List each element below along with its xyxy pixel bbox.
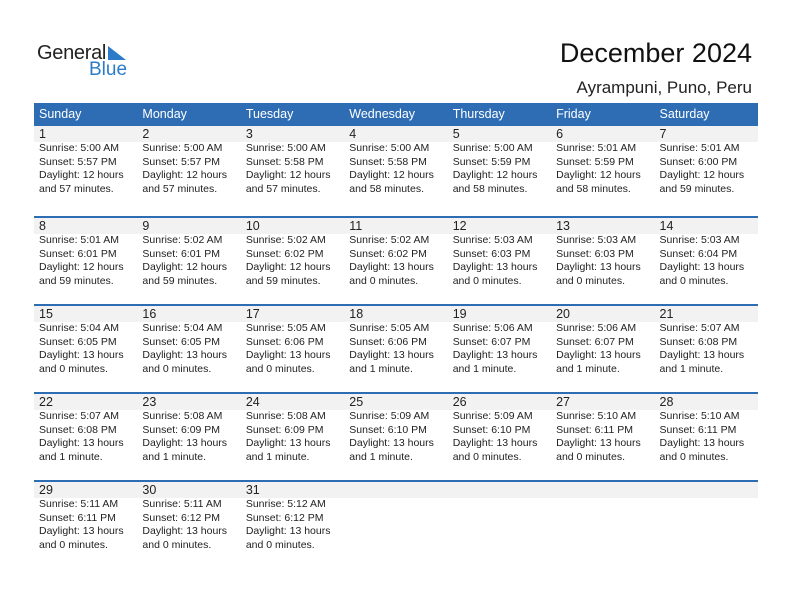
day-number [448, 482, 551, 498]
logo-text-blue: Blue [89, 59, 128, 80]
day-cell [344, 322, 447, 376]
day-info-row [34, 234, 758, 288]
calendar-week-row [34, 392, 758, 480]
sunrise-time: Sunrise: 5:04 AM [39, 322, 119, 334]
sunset-time: Sunset: 5:58 PM [245, 155, 324, 168]
daylight-duration: Daylight: 13 hours [349, 437, 434, 450]
daylight-duration: and 0 minutes. [39, 362, 108, 375]
sunrise-time: Sunrise: 5:00 AM [349, 142, 430, 154]
date-number-row [34, 394, 758, 410]
day-number: 14 [659, 219, 674, 233]
sunset-time: Sunset: 6:05 PM [39, 335, 117, 348]
sunset-time: Sunset: 6:03 PM [452, 247, 531, 260]
sunrise-time: Sunrise: 5:06 AM [452, 322, 533, 334]
sunset-time: Sunset: 6:10 PM [349, 423, 427, 436]
day-number: 13 [556, 219, 571, 233]
daylight-duration: and 57 minutes. [142, 182, 218, 195]
day-cell [34, 322, 137, 376]
day-cell [551, 322, 654, 376]
daylight-duration: Daylight: 13 hours [556, 261, 641, 274]
logo-triangle-icon [108, 46, 126, 60]
sunset-time: Sunset: 6:12 PM [245, 511, 324, 524]
day-number: 26 [452, 395, 467, 409]
day-cell [551, 142, 654, 196]
day-cell [448, 234, 551, 288]
sunrise-time: Sunrise: 5:07 AM [659, 322, 740, 334]
sunset-time: Sunset: 5:58 PM [349, 155, 427, 168]
sunset-time: Sunset: 6:00 PM [659, 155, 738, 168]
daylight-duration: Daylight: 13 hours [452, 349, 538, 362]
day-cell [551, 410, 654, 464]
day-cell [551, 498, 654, 552]
sunrise-time: Sunrise: 5:03 AM [659, 234, 740, 246]
daylight-duration: and 0 minutes. [245, 362, 315, 375]
day-cell [137, 410, 240, 464]
day-cell [137, 322, 240, 376]
day-cell [241, 498, 344, 552]
weekday-header-row [34, 103, 758, 126]
sunrise-time: Sunrise: 5:09 AM [349, 410, 430, 422]
day-number: 1 [39, 127, 46, 141]
daylight-duration: and 0 minutes. [659, 450, 729, 463]
day-number: 2 [142, 127, 150, 141]
day-cell [241, 322, 344, 376]
daylight-duration: and 0 minutes. [245, 538, 315, 551]
sunrise-time: Sunrise: 5:09 AM [452, 410, 533, 422]
day-number: 10 [245, 219, 260, 233]
calendar-week-row [34, 480, 758, 568]
daylight-duration: and 1 minute. [349, 362, 413, 375]
day-number: 27 [556, 395, 571, 409]
date-number-row [34, 306, 758, 322]
day-number: 21 [659, 307, 674, 321]
sunrise-time: Sunrise: 5:11 AM [39, 498, 119, 510]
daylight-duration: and 1 minute. [39, 450, 103, 463]
day-number: 24 [245, 395, 260, 409]
day-cell [655, 410, 758, 464]
daylight-duration: Daylight: 12 hours [245, 261, 331, 274]
sunrise-time: Sunrise: 5:07 AM [39, 410, 119, 422]
day-number: 7 [659, 127, 667, 141]
date-number-row [34, 482, 758, 498]
daylight-duration: Daylight: 13 hours [659, 261, 745, 274]
day-cell [344, 234, 447, 288]
sunrise-time: Sunrise: 5:02 AM [142, 234, 223, 246]
daylight-duration: Daylight: 13 hours [452, 261, 538, 274]
daylight-duration: and 57 minutes. [39, 182, 114, 195]
daylight-duration: and 0 minutes. [142, 538, 212, 551]
day-cell [137, 142, 240, 196]
day-number: 22 [39, 395, 53, 409]
day-number: 23 [142, 395, 157, 409]
daylight-duration: Daylight: 12 hours [659, 169, 745, 182]
day-cell [241, 142, 344, 196]
sunrise-time: Sunrise: 5:08 AM [245, 410, 326, 422]
day-cell [448, 498, 551, 552]
daylight-duration: Daylight: 13 hours [245, 525, 331, 538]
sunset-time: Sunset: 6:07 PM [556, 335, 634, 348]
sunrise-time: Sunrise: 5:00 AM [142, 142, 223, 154]
daylight-duration: Daylight: 12 hours [452, 169, 538, 182]
day-info-row [34, 322, 758, 376]
daylight-duration: Daylight: 13 hours [142, 525, 228, 538]
weekday-monday: Monday [142, 107, 187, 121]
sunset-time: Sunset: 6:02 PM [349, 247, 427, 260]
calendar-week-row [34, 304, 758, 392]
day-cell [655, 322, 758, 376]
day-number: 18 [349, 307, 364, 321]
daylight-duration: Daylight: 13 hours [39, 437, 124, 450]
daylight-duration: Daylight: 13 hours [142, 349, 228, 362]
sunset-time: Sunset: 5:59 PM [452, 155, 531, 168]
day-cell [448, 410, 551, 464]
sunset-time: Sunset: 6:03 PM [556, 247, 634, 260]
calendar-week-row [34, 216, 758, 304]
sunset-time: Sunset: 5:57 PM [142, 155, 221, 168]
sunrise-time: Sunrise: 5:05 AM [245, 322, 326, 334]
daylight-duration: and 1 minute. [659, 362, 724, 375]
daylight-duration: Daylight: 12 hours [39, 169, 124, 182]
daylight-duration: and 59 minutes. [39, 274, 114, 287]
day-number: 6 [556, 127, 564, 141]
daylight-duration: and 58 minutes. [452, 182, 528, 195]
day-number [344, 482, 447, 498]
daylight-duration: and 0 minutes. [452, 274, 522, 287]
day-number: 11 [349, 219, 363, 233]
sunrise-time: Sunrise: 5:08 AM [142, 410, 223, 422]
location-subtitle: Ayrampuni, Puno, Peru [576, 78, 752, 97]
sunset-time: Sunset: 5:57 PM [39, 155, 117, 168]
calendar-week-row [34, 126, 758, 216]
sunset-time: Sunset: 6:08 PM [39, 423, 117, 436]
daylight-duration: and 0 minutes. [452, 450, 522, 463]
date-number-row [34, 126, 758, 142]
sunrise-time: Sunrise: 5:10 AM [556, 410, 637, 422]
day-cell [34, 498, 137, 552]
daylight-duration: Daylight: 12 hours [142, 261, 228, 274]
weekday-sunday: Sunday [39, 107, 82, 121]
page-title: December 2024 [559, 38, 752, 68]
sunrise-time: Sunrise: 5:12 AM [245, 498, 326, 510]
day-cell [34, 234, 137, 288]
daylight-duration: and 1 minute. [142, 450, 207, 463]
daylight-duration: and 59 minutes. [659, 182, 735, 195]
daylight-duration: and 58 minutes. [556, 182, 631, 195]
weekday-wednesday: Wednesday [349, 107, 416, 121]
sunset-time: Sunset: 6:10 PM [452, 423, 531, 436]
sunset-time: Sunset: 6:12 PM [142, 511, 221, 524]
weekday-friday: Friday [556, 107, 591, 121]
daylight-duration: Daylight: 12 hours [245, 169, 331, 182]
daylight-duration: Daylight: 13 hours [39, 525, 124, 538]
day-number [551, 482, 654, 498]
day-cell [448, 142, 551, 196]
day-number: 9 [142, 219, 150, 233]
calendar-grid [34, 103, 758, 568]
daylight-duration: Daylight: 12 hours [556, 169, 641, 182]
daylight-duration: Daylight: 13 hours [245, 349, 331, 362]
day-cell [344, 498, 447, 552]
sunset-time: Sunset: 6:05 PM [142, 335, 221, 348]
day-number: 5 [452, 127, 460, 141]
day-cell [344, 142, 447, 196]
sunrise-time: Sunrise: 5:10 AM [659, 410, 740, 422]
daylight-duration: and 0 minutes. [556, 274, 625, 287]
daylight-duration: Daylight: 12 hours [142, 169, 228, 182]
generalblue-logo [37, 42, 137, 82]
daylight-duration: and 0 minutes. [659, 274, 729, 287]
day-cell [137, 498, 240, 552]
daylight-duration: and 0 minutes. [142, 362, 212, 375]
sunrise-time: Sunrise: 5:00 AM [452, 142, 533, 154]
daylight-duration: Daylight: 13 hours [659, 437, 745, 450]
daylight-duration: and 1 minute. [349, 450, 413, 463]
daylight-duration: and 1 minute. [452, 362, 517, 375]
daylight-duration: Daylight: 13 hours [452, 437, 538, 450]
sunrise-time: Sunrise: 5:01 AM [659, 142, 740, 154]
day-number: 30 [142, 483, 157, 497]
sunset-time: Sunset: 5:59 PM [556, 155, 634, 168]
sunset-time: Sunset: 6:01 PM [142, 247, 221, 260]
daylight-duration: Daylight: 13 hours [349, 349, 434, 362]
day-cell [34, 410, 137, 464]
sunset-time: Sunset: 6:07 PM [452, 335, 531, 348]
day-cell [655, 498, 758, 552]
sunset-time: Sunset: 6:04 PM [659, 247, 738, 260]
sunrise-time: Sunrise: 5:00 AM [245, 142, 326, 154]
weekday-tuesday: Tuesday [245, 107, 294, 121]
sunrise-time: Sunrise: 5:03 AM [452, 234, 533, 246]
sunset-time: Sunset: 6:11 PM [556, 423, 633, 436]
sunrise-time: Sunrise: 5:11 AM [142, 498, 222, 510]
daylight-duration: Daylight: 13 hours [659, 349, 745, 362]
daylight-duration: and 1 minute. [245, 450, 310, 463]
sunset-time: Sunset: 6:11 PM [39, 511, 116, 524]
day-cell [551, 234, 654, 288]
day-number: 8 [39, 219, 46, 233]
sunset-time: Sunset: 6:09 PM [245, 423, 324, 436]
daylight-duration: and 0 minutes. [39, 538, 108, 551]
sunrise-time: Sunrise: 5:01 AM [39, 234, 119, 246]
day-number: 29 [39, 483, 53, 497]
day-number: 28 [659, 395, 674, 409]
daylight-duration: Daylight: 12 hours [349, 169, 434, 182]
sunset-time: Sunset: 6:08 PM [659, 335, 738, 348]
daylight-duration: and 57 minutes. [245, 182, 321, 195]
daylight-duration: and 58 minutes. [349, 182, 424, 195]
day-number [655, 482, 758, 498]
day-number: 20 [556, 307, 571, 321]
daylight-duration: Daylight: 13 hours [245, 437, 331, 450]
sunset-time: Sunset: 6:01 PM [39, 247, 117, 260]
daylight-duration: Daylight: 13 hours [556, 437, 641, 450]
day-number: 12 [452, 219, 467, 233]
daylight-duration: Daylight: 13 hours [349, 261, 434, 274]
sunset-time: Sunset: 6:11 PM [659, 423, 737, 436]
sunrise-time: Sunrise: 5:02 AM [349, 234, 430, 246]
sunrise-time: Sunrise: 5:02 AM [245, 234, 326, 246]
sunrise-time: Sunrise: 5:04 AM [142, 322, 223, 334]
day-cell [448, 322, 551, 376]
sunrise-time: Sunrise: 5:05 AM [349, 322, 430, 334]
sunset-time: Sunset: 6:02 PM [245, 247, 324, 260]
day-number: 3 [245, 127, 253, 141]
daylight-duration: and 0 minutes. [349, 274, 419, 287]
daylight-duration: and 59 minutes. [142, 274, 218, 287]
day-cell [241, 410, 344, 464]
day-cell [655, 142, 758, 196]
sunrise-time: Sunrise: 5:00 AM [39, 142, 119, 154]
weekday-saturday: Saturday [659, 107, 710, 121]
day-number: 15 [39, 307, 53, 321]
day-number: 4 [349, 127, 357, 141]
day-info-row [34, 142, 758, 196]
day-cell [655, 234, 758, 288]
day-cell [137, 234, 240, 288]
day-cell [241, 234, 344, 288]
sunset-time: Sunset: 6:06 PM [349, 335, 427, 348]
day-info-row [34, 410, 758, 464]
logo-text-general: General [37, 42, 107, 64]
sunrise-time: Sunrise: 5:06 AM [556, 322, 637, 334]
day-number: 31 [245, 483, 260, 497]
daylight-duration: Daylight: 13 hours [39, 349, 124, 362]
sunrise-time: Sunrise: 5:01 AM [556, 142, 637, 154]
weekday-thursday: Thursday [452, 107, 505, 121]
day-number: 16 [142, 307, 157, 321]
date-number-row [34, 218, 758, 234]
daylight-duration: and 0 minutes. [556, 450, 625, 463]
day-cell [34, 142, 137, 196]
day-number: 25 [349, 395, 364, 409]
day-cell [344, 410, 447, 464]
daylight-duration: Daylight: 13 hours [556, 349, 641, 362]
sunset-time: Sunset: 6:09 PM [142, 423, 221, 436]
sunrise-time: Sunrise: 5:03 AM [556, 234, 637, 246]
daylight-duration: Daylight: 13 hours [142, 437, 228, 450]
daylight-duration: Daylight: 12 hours [39, 261, 124, 274]
day-info-row [34, 498, 758, 552]
daylight-duration: and 1 minute. [556, 362, 620, 375]
sunset-time: Sunset: 6:06 PM [245, 335, 324, 348]
daylight-duration: and 59 minutes. [245, 274, 321, 287]
day-number: 19 [452, 307, 467, 321]
day-number: 17 [245, 307, 260, 321]
